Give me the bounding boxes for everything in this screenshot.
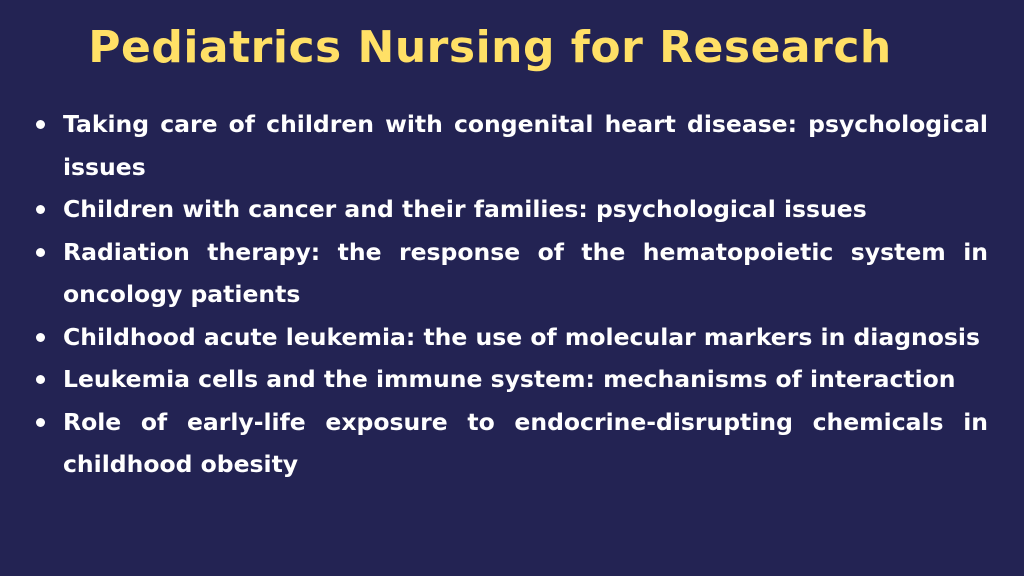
- bullet-item: [36, 231, 988, 316]
- bullet-text: Role of early-life exposure to endocrine-disrupting chemicals in childhood obesity: [63, 407, 988, 478]
- bullet-dot-icon: [36, 120, 45, 129]
- bullet-item: [36, 401, 988, 486]
- bullet-text: Children with cancer and their families: psychological issues: [63, 195, 867, 223]
- bullet-list: [36, 103, 988, 486]
- bullet-dot-icon: [36, 248, 45, 257]
- bullet-dot-icon: [36, 333, 45, 342]
- bullet-text: Childhood acute leukemia: the use of molecular markers in diagnosis: [63, 322, 980, 351]
- bullet-text: Radiation therapy: the response of the hematopoietic system in oncology patients: [63, 237, 988, 308]
- bullet-dot-icon: [36, 418, 45, 427]
- bullet-item: [36, 188, 988, 231]
- slide-title: Pediatrics Nursing for Research: [88, 22, 892, 73]
- bullet-text: Taking care of children with congenital heart disease: psychological issues: [63, 110, 988, 181]
- bullet-item: [36, 358, 988, 401]
- bullet-dot-icon: [36, 205, 45, 214]
- bullet-item: [36, 316, 988, 359]
- bullet-item: [36, 103, 988, 188]
- bullet-text: Leukemia cells and the immune system: mechanisms of interaction: [63, 365, 956, 393]
- bullet-dot-icon: [36, 375, 45, 384]
